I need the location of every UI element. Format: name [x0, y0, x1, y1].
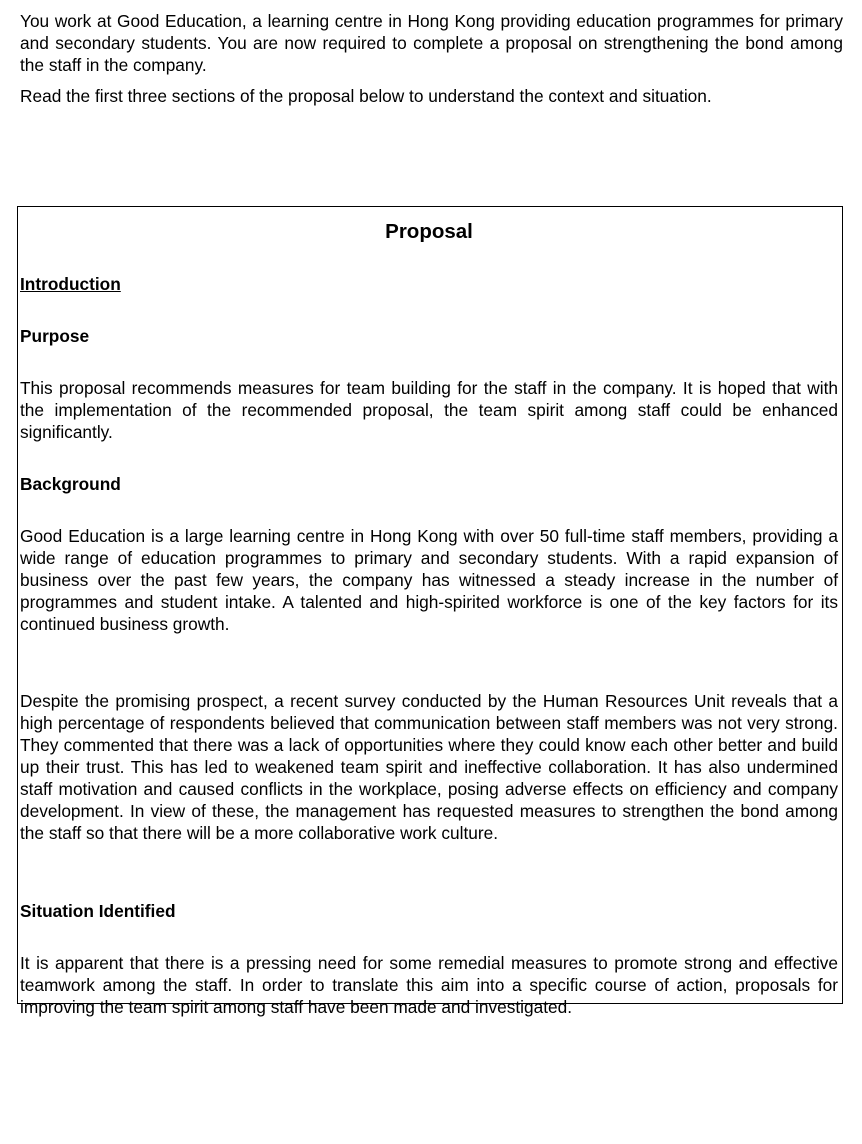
intro-paragraph: Read the first three sections of the proposal below to understand the context and situation.: [20, 86, 712, 106]
task-instructions: [20, 10, 843, 116]
intro-paragraph: You work at Good Education, a learning centre in Hong Kong providing education programmes for primary and secondary students. You are now required to complete a proposal on strengthening the bond among the staff in the company.: [20, 11, 843, 75]
introduction-heading: Introduction: [20, 274, 121, 294]
background-paragraph: Good Education is a large learning centre in Hong Kong with over 50 full-time staff members, providing a wide range of education programmes to primary and secondary students. With a rapid expansion of business over the past few years, the company has witnessed a steady increase in the number of programmes and student intake. A talented and high-spirited workforce is one of the key factors for its continued business growth.: [20, 526, 838, 634]
proposal-title: Proposal: [385, 220, 473, 243]
purpose-heading: Purpose: [20, 326, 90, 346]
proposal-box: [17, 206, 843, 1017]
background-heading: Background: [20, 474, 121, 494]
situation-paragraph: It is apparent that there is a pressing need for some remedial measures to promote strong and effective teamwork among the staff. In order to translate this aim into a specific course of action, proposals for improving the team spirit among staff have been made and investigated.: [20, 953, 838, 1017]
situation-heading: Situation Identified: [20, 901, 176, 921]
purpose-paragraph: This proposal recommends measures for team building for the staff in the company. It is hoped that with the implementation of the recommended proposal, the team spirit among staff could be enhanced significantly.: [20, 378, 838, 442]
background-paragraph: Despite the promising prospect, a recent survey conducted by the Human Resources Unit reveals that a high percentage of respondents believed that communication between staff members was not very strong. They commented that there was a lack of opportunities where they could know each other better and build up their trust. This has led to weakened team spirit and ineffective collaboration. It has also undermined staff motivation and caused conflicts in the workplace, posing adverse effects on efficiency and company development. In view of these, the management has requested measures to strengthen the bond among the staff so that there will be a more collaborative work culture.: [20, 691, 838, 843]
